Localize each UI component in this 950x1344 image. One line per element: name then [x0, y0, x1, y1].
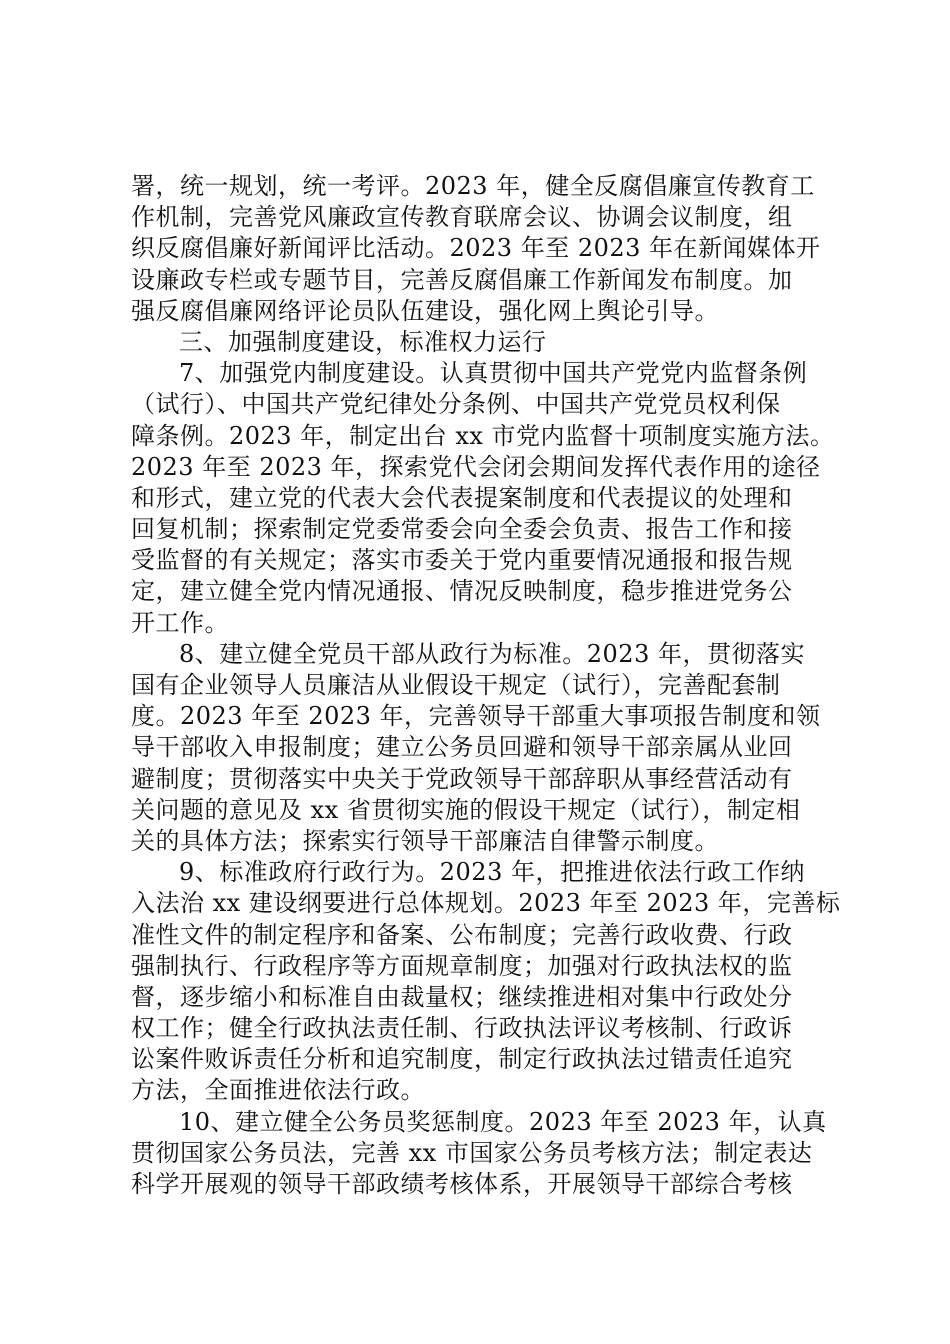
document-text-line: 障条例。2023 年，制定出台 xx 市党内监督十项制度实施方法。 — [131, 421, 835, 450]
document-text-line: 度。2023 年至 2023 年，完善领导干部重大事项报告制度和领 — [131, 702, 821, 731]
document-text-line: 受监督的有关规定；落实市委关于党内重要情况通报和报告规 — [131, 546, 793, 575]
document-text-line: 8、建立健全党员干部从政行为标准。2023 年，贯彻落实 — [179, 639, 805, 668]
document-text-line: 督，逐步缩小和标准自由裁量权；继续推进相对集中行政处分 — [131, 982, 793, 1011]
document-text-line: 定，建立健全党内情况通报、情况反映制度，稳步推进党务公 — [131, 577, 793, 606]
document-text-line: 回复机制；探索制定党委常委会向全委会负责、报告工作和接 — [131, 515, 793, 544]
document-text-line: 关问题的意见及 xx 省贯彻实施的假设干规定（试行），制定相 — [131, 795, 801, 824]
document-text-line: 2023 年至 2023 年，探索党代会闭会期间发挥代表作用的途径 — [131, 452, 821, 481]
document-text-line: 科学开展观的领导干部政绩考核体系，开展领导干部综合考核 — [131, 1170, 793, 1198]
document-text-line: 署，统一规划，统一考评。2023 年，健全反腐倡廉宣传教育工 — [131, 172, 815, 200]
document-text-line: 9、标准政府行政行为。2023 年，把推进依法行政工作纳 — [179, 858, 805, 887]
document-text-line: 10、建立健全公务员奖惩制度。2023 年至 2023 年，认真 — [179, 1107, 827, 1136]
document-text-line: 方法，全面推进依法行政。 — [131, 1076, 425, 1105]
document-text-line: 导干部收入申报制度；建立公务员回避和领导干部亲属从业回 — [131, 733, 793, 762]
document-text-line: 强反腐倡廉网络评论员队伍建设，强化网上舆论引导。 — [131, 296, 719, 325]
document-text-line: 权工作；健全行政执法责任制、行政执法评议考核制、行政诉 — [131, 1014, 793, 1043]
document-text-line: 关的具体方法；探索实行领导干部廉洁自律警示制度。 — [131, 826, 719, 855]
document-text-line: 讼案件败诉责任分析和追究制度，制定行政执法过错责任追究 — [131, 1045, 793, 1074]
document-text-line: 设廉政专栏或专题节目，完善反腐倡廉工作新闻发布制度。加 — [131, 265, 793, 294]
document-text-line: （试行）、中国共产党纪律处分条例、中国共产党党员权利保 — [131, 390, 781, 419]
document-text-line: 避制度；贯彻落实中央关于党政领导干部辞职从事经营活动有 — [131, 764, 793, 793]
document-body-text — [131, 171, 841, 1200]
document-text-line: 7、加强党内制度建设。认真贯彻中国共产党党内监督条例 — [179, 359, 808, 388]
document-text-line: 开工作。 — [131, 608, 229, 637]
document-text-line: 和形式，建立党的代表大会代表提案制度和代表提议的处理和 — [131, 483, 793, 512]
document-text-line: 准性文件的制定程序和备案、公布制度；完善行政收费、行政 — [131, 920, 793, 949]
document-text-line: 入法治 xx 建设纲要进行总体规划。2023 年至 2023 年，完善标 — [131, 889, 841, 918]
document-text-line: 国有企业领导人员廉洁从业假设干规定（试行），完善配套制 — [131, 671, 781, 699]
document-text-line: 强制执行、行政程序等方面规章制度；加强对行政执法权的监 — [131, 951, 793, 980]
document-text-line: 贯彻国家公务员法，完善 xx 市国家公务员考核方法；制定表达 — [131, 1138, 813, 1167]
document-text-line: 织反腐倡廉好新闻评比活动。2023 年至 2023 年在新闻媒体开 — [131, 234, 821, 263]
document-text-line: 作机制，完善党风廉政宣传教育联席会议、协调会议制度，组 — [131, 203, 793, 232]
document-text-line: 三、加强制度建设，标准权力运行 — [179, 327, 547, 356]
